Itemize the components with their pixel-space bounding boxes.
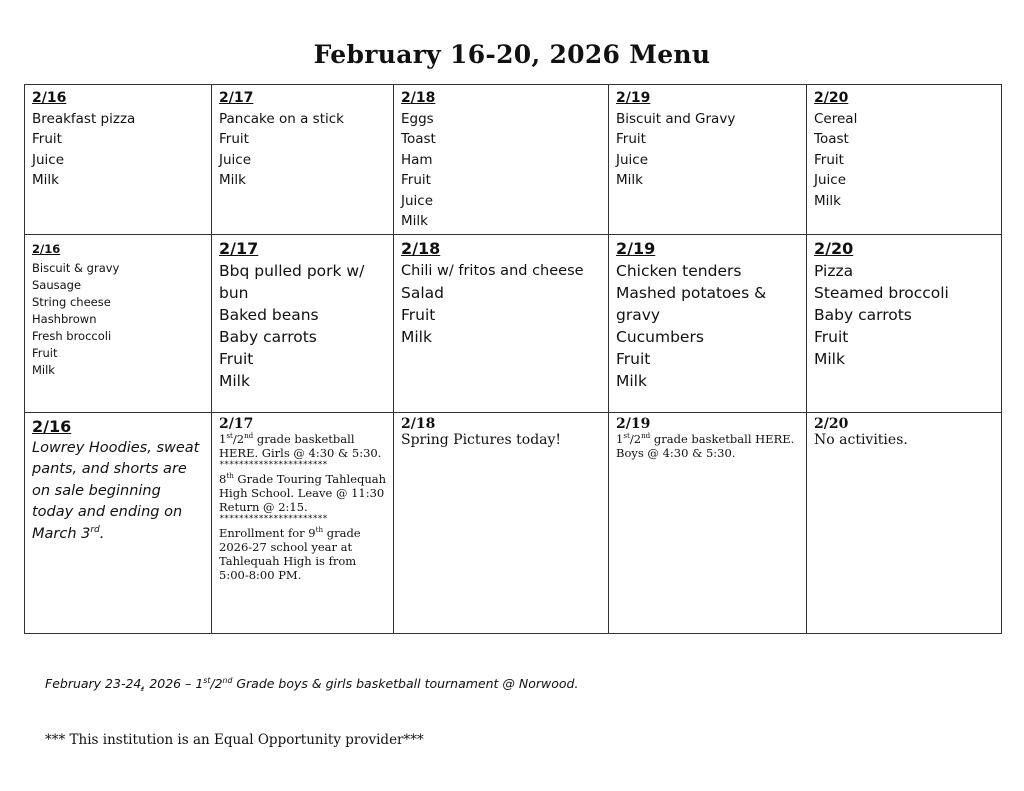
menu-item: Milk bbox=[616, 371, 647, 390]
menu-item: Salad bbox=[401, 283, 444, 302]
menu-item: Fruit bbox=[219, 131, 249, 147]
separator-stars: ********************** bbox=[219, 459, 328, 470]
menu-item: Fruit bbox=[32, 345, 58, 360]
menu-item: String cheese bbox=[32, 294, 111, 309]
menu-item: Chicken tenders bbox=[616, 261, 742, 280]
lunch-row bbox=[25, 234, 1002, 412]
menu-item: Fruit bbox=[32, 131, 62, 147]
activity-date: 2/18 bbox=[401, 415, 436, 432]
breakfast-date: 2/18 bbox=[401, 90, 436, 106]
activity-line: 8th Grade Touring Tahlequah bbox=[219, 470, 387, 486]
menu-item: Fruit bbox=[616, 349, 651, 368]
lunch-date: 2/20 bbox=[814, 238, 854, 258]
menu-item: Pancake on a stick bbox=[219, 110, 344, 127]
menu-item: Fruit bbox=[219, 349, 254, 368]
menu-item: Fresh broccoli bbox=[32, 328, 112, 343]
equal-opportunity-statement: *** This institution is an Equal Opportunity provider*** bbox=[45, 732, 424, 748]
activity-line: on sale beginning bbox=[32, 482, 161, 499]
menu-item: Cereal bbox=[814, 110, 858, 127]
activity-line: High School. Leave @ 11:30 bbox=[219, 485, 385, 500]
activity-line: Tahlequah High is from bbox=[219, 553, 357, 568]
breakfast-date: 2/20 bbox=[814, 90, 849, 106]
menu-item: Fruit bbox=[814, 151, 844, 168]
menu-item: Breakfast pizza bbox=[32, 110, 136, 127]
activity-line: 5:00-8:00 PM. bbox=[219, 567, 302, 582]
menu-item: Milk bbox=[616, 172, 643, 188]
menu-item: Fruit bbox=[401, 305, 436, 324]
lunch-cell-tue bbox=[212, 234, 394, 412]
lunch-date: 2/19 bbox=[616, 238, 656, 258]
menu-item: Milk bbox=[219, 172, 246, 188]
menu-item: Juice bbox=[814, 172, 847, 188]
activity-cell-wed bbox=[394, 412, 609, 633]
activity-date: 2/17 bbox=[219, 415, 254, 432]
activity-line: No activities. bbox=[814, 431, 908, 448]
menu-item: Milk bbox=[814, 349, 845, 368]
lunch-date: 2/17 bbox=[219, 238, 259, 258]
lunch-date: 2/16 bbox=[32, 241, 61, 256]
menu-item: Chili w/ fritos and cheese bbox=[401, 262, 584, 279]
menu-item: Steamed broccoli bbox=[814, 283, 949, 302]
menu-item: Mashed potatoes & gravy bbox=[616, 283, 767, 324]
separator-stars: ********************** bbox=[219, 513, 328, 524]
menu-item: Bbq pulled pork w/ bun bbox=[219, 261, 365, 302]
breakfast-date: 2/17 bbox=[219, 90, 254, 106]
breakfast-date: 2/19 bbox=[616, 90, 651, 106]
lunch-cell-fri bbox=[807, 234, 1002, 412]
menu-item: Pizza bbox=[814, 261, 854, 280]
activity-line: 1st/2nd grade basketball bbox=[219, 430, 355, 446]
breakfast-cell-thu bbox=[609, 85, 807, 235]
lunch-cell-wed bbox=[394, 234, 609, 412]
activity-line: 1st/2nd grade basketball HERE. bbox=[616, 430, 795, 446]
lunch-cell-mon bbox=[25, 234, 212, 412]
menu-item: Toast bbox=[814, 131, 849, 147]
page-title: February 16-20, 2026 Menu bbox=[313, 40, 711, 69]
activity-line: HERE. Girls @ 4:30 & 5:30. bbox=[219, 445, 382, 460]
menu-item: Juice bbox=[401, 192, 434, 209]
activity-line: Lowrey Hoodies, sweat bbox=[32, 439, 200, 456]
menu-item: Milk bbox=[814, 192, 841, 209]
menu-item: Milk bbox=[401, 213, 428, 229]
lunch-cell-thu bbox=[609, 234, 807, 412]
menu-item: Milk bbox=[32, 362, 55, 377]
menu-item: Cucumbers bbox=[616, 327, 704, 346]
breakfast-cell-fri bbox=[807, 85, 1002, 235]
activity-line: Spring Pictures today! bbox=[401, 431, 562, 448]
activity-line: 2026-27 school year at bbox=[219, 539, 353, 554]
menu-item: Biscuit & gravy bbox=[32, 260, 120, 275]
menu-item: Fruit bbox=[401, 172, 431, 188]
breakfast-cell-wed bbox=[394, 85, 609, 235]
menu-item: Biscuit and Gravy bbox=[616, 110, 736, 127]
menu-item: Baby carrots bbox=[219, 327, 317, 346]
activities-row bbox=[25, 412, 1002, 633]
menu-item: Eggs bbox=[401, 110, 434, 127]
menu-item: Juice bbox=[616, 151, 649, 168]
menu-item: Baked beans bbox=[219, 305, 319, 324]
menu-item: Juice bbox=[219, 151, 252, 168]
menu-item: Baby carrots bbox=[814, 305, 912, 324]
menu-item: Hashbrown bbox=[32, 311, 97, 326]
activity-line: today and ending on bbox=[32, 504, 183, 520]
breakfast-cell-tue bbox=[212, 85, 394, 235]
activity-date: 2/19 bbox=[616, 415, 651, 432]
activity-cell-mon bbox=[25, 412, 212, 633]
menu-item: Toast bbox=[401, 131, 436, 147]
menu-item: Ham bbox=[401, 151, 433, 168]
menu-table bbox=[24, 84, 1002, 634]
activity-date: 2/16 bbox=[32, 416, 72, 436]
activity-line: Boys @ 4:30 & 5:30. bbox=[616, 445, 736, 460]
breakfast-row bbox=[25, 85, 1002, 235]
activity-line: Enrollment for 9th grade bbox=[219, 524, 361, 540]
menu-item: Milk bbox=[219, 371, 250, 390]
activity-cell-thu bbox=[609, 412, 807, 633]
tournament-note: February 23-24,͇ 2026 – 1st/2nd Grade boys & girls basketball tournament @ Norwood. bbox=[45, 675, 579, 691]
activity-date: 2/20 bbox=[814, 415, 849, 432]
menu-item: Fruit bbox=[616, 131, 646, 147]
menu-item: Milk bbox=[401, 327, 432, 346]
menu-item: Juice bbox=[32, 151, 65, 168]
breakfast-date: 2/16 bbox=[32, 90, 67, 106]
lunch-date: 2/18 bbox=[401, 238, 441, 258]
activity-line: pants, and shorts are bbox=[32, 461, 187, 477]
breakfast-cell-mon bbox=[25, 85, 212, 235]
activity-line: Return @ 2:15. bbox=[219, 499, 308, 514]
activity-cell-tue bbox=[212, 412, 394, 633]
activity-cell-fri bbox=[807, 412, 1002, 633]
menu-item: Sausage bbox=[32, 277, 82, 292]
activity-line: March 3rd. bbox=[32, 524, 105, 542]
menu-item: Milk bbox=[32, 172, 59, 188]
menu-item: Fruit bbox=[814, 327, 849, 346]
